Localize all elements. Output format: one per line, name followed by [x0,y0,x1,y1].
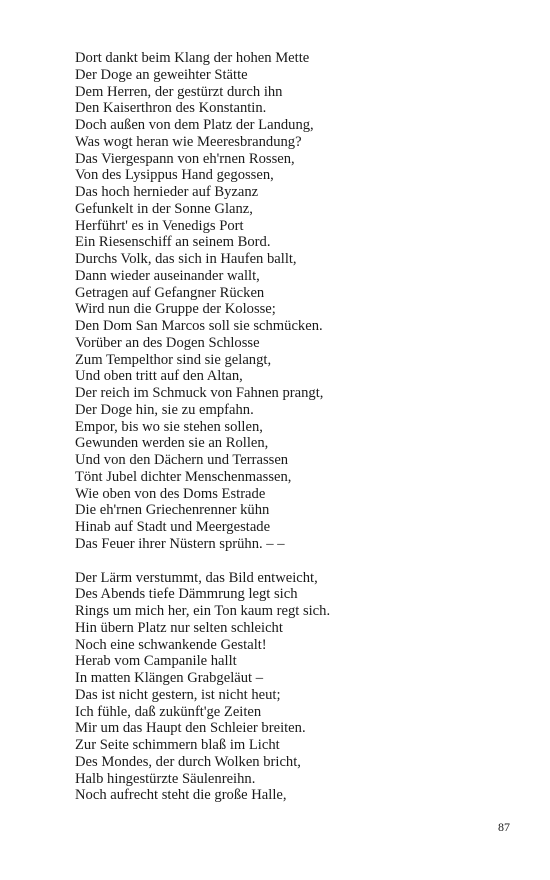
poem-line: Zum Tempelthor sind sie gelangt, [75,351,272,368]
poem-line: Das Viergespann von eh'rnen Rossen, [75,150,295,167]
stanza [75,50,330,553]
poem-line: Des Abends tiefe Dämmrung legt sich [75,586,298,603]
poem-line: Die eh'rnen Griechenrenner kühn [75,502,270,519]
poem-line: Gefunkelt in der Sonne Glanz, [75,200,253,217]
poem-line: Doch außen von dem Platz der Landung, [75,117,314,133]
poem-line: Und von den Dächern und Terrassen [75,452,289,468]
poem-line: Zur Seite schimmern blaß im Licht [75,737,280,753]
poem-line: Getragen auf Gefangner Rücken [75,284,265,301]
poem-line: Der Doge hin, sie zu empfahn. [75,401,254,418]
poem-line: Wie oben von des Doms Estrade [75,485,266,502]
poem-line: Den Dom San Marcos soll sie schmücken. [75,318,323,334]
poem-line: Wird nun die Gruppe der Kolosse; [75,301,276,318]
poem-line: Dort dankt beim Klang der hohen Mette [75,50,310,66]
poem-line: Das Feuer ihrer Nüstern sprühn. – – [75,535,285,552]
page-number: 87 [498,820,510,834]
stanza [75,570,330,805]
poem-line: Durchs Volk, das sich in Haufen ballt, [75,251,297,267]
poem-text [75,50,330,804]
poem-line: Tönt Jubel dichter Menschenmassen, [75,468,292,485]
poem-line: Herführt' es in Venedigs Port [75,217,244,234]
poem-line: Das ist nicht gestern, ist nicht heut; [75,686,281,703]
poem-line: Der Doge an geweihter Stätte [75,66,248,83]
poem-line: Noch eine schwankende Gestalt! [75,636,267,653]
poem-line: Das hoch hernieder auf Byzanz [75,184,259,200]
poem-line: Hin übern Platz nur selten schleicht [75,619,283,636]
poem-line: Der reich im Schmuck von Fahnen prangt, [75,385,324,401]
poem-line: Dem Herren, der gestürzt durch ihn [75,83,283,100]
poem-line: Und oben tritt auf den Altan, [75,368,243,385]
poem-line: Gewunden werden sie an Rollen, [75,435,269,452]
poem-line: Empor, bis wo sie stehen sollen, [75,418,263,435]
poem-line: Rings um mich her, ein Ton kaum regt sich. [75,603,331,619]
poem-line: Des Mondes, der durch Wolken bricht, [75,753,301,770]
poem-line: Von des Lysippus Hand gegossen, [75,167,274,184]
poem-line: Den Kaiserthron des Konstantin. [75,100,267,117]
poem-line: Ein Riesenschiff an seinem Bord. [75,234,271,251]
poem-line: Der Lärm verstummt, das Bild entweicht, [75,569,318,586]
poem-line: Ich fühle, daß zukünft'ge Zeiten [75,703,262,720]
poem-line: Dann wieder auseinander wallt, [75,267,260,284]
poem-line: Noch aufrecht steht die große Halle, [75,787,287,804]
poem-line: Mir um das Haupt den Schleier breiten. [75,720,306,737]
poem-line: Herab vom Campanile hallt [75,653,237,670]
poem-line: Hinab auf Stadt und Meergestade [75,519,271,535]
poem-line: Halb hingestürzte Säulenreihn. [75,770,256,787]
poem-line: Was wogt heran wie Meeresbrandung? [75,133,302,150]
poem-line: In matten Klängen Grabgeläut – [75,670,264,686]
poem-line: Vorüber an des Dogen Schlosse [75,334,260,351]
